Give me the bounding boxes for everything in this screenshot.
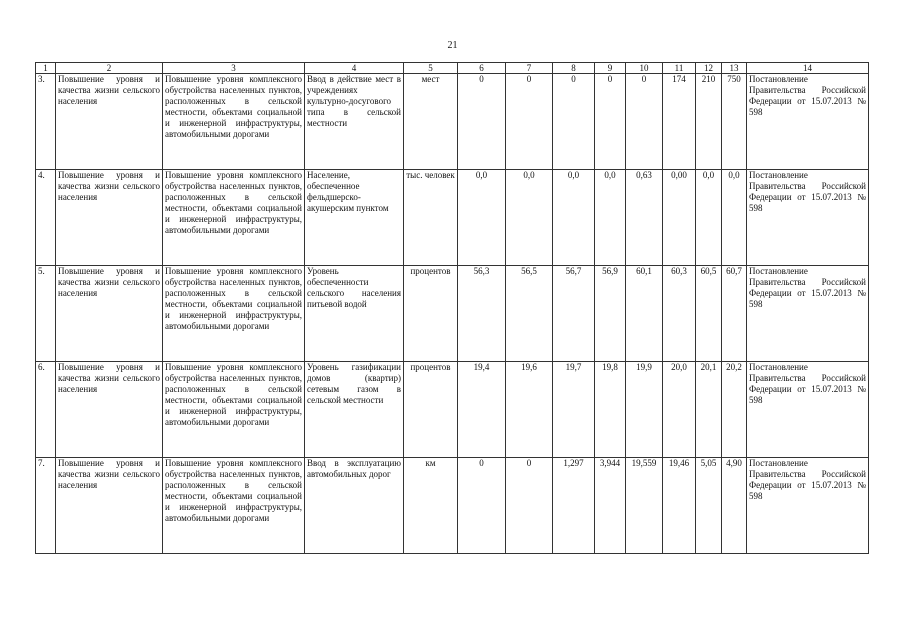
value-cell: 19,7 [553, 362, 595, 458]
column-header: 13 [722, 63, 747, 74]
source-cell: Постановление Правительства Российской Федерации от 15.07.2013 № 598 [747, 362, 869, 458]
value-cell: 19,4 [458, 362, 506, 458]
value-cell: 1,297 [553, 458, 595, 554]
value-cell: 0,0 [553, 170, 595, 266]
task-cell: Повышение уровня комплексного обустройства населенных пунктов, расположенных в сельской местности, объектами социальной и инженерной инфраструктуры, автомобильными дорогами [163, 170, 305, 266]
column-header: 7 [506, 63, 553, 74]
table-row [36, 362, 869, 458]
value-cell: 60,7 [722, 266, 747, 362]
goal-cell: Повышение уровня и качества жизни сельского населения [56, 74, 163, 170]
row-number-cell: 5. [36, 266, 56, 362]
column-header: 5 [404, 63, 458, 74]
unit-cell: мест [404, 74, 458, 170]
value-cell: 3,944 [595, 458, 626, 554]
task-cell: Повышение уровня комплексного обустройства населенных пунктов, расположенных в сельской местности, объектами социальной и инженерной инфраструктуры, автомобильными дорогами [163, 362, 305, 458]
value-cell: 0 [458, 74, 506, 170]
value-cell: 174 [663, 74, 696, 170]
table-body [36, 63, 869, 554]
value-cell: 56,3 [458, 266, 506, 362]
indicator-cell: Ввод в действие мест в учреждениях культурно-досугового типа в сельской местности [305, 74, 404, 170]
column-header: 6 [458, 63, 506, 74]
task-cell: Повышение уровня комплексного обустройства населенных пунктов, расположенных в сельской местности, объектами социальной и инженерной инфраструктуры, автомобильными дорогами [163, 266, 305, 362]
goal-cell: Повышение уровня и качества жизни сельского населения [56, 458, 163, 554]
column-header: 9 [595, 63, 626, 74]
indicator-cell: Население, обеспеченное фельдшерско-акушерским пунктом [305, 170, 404, 266]
goal-cell: Повышение уровня и качества жизни сельского населения [56, 362, 163, 458]
value-cell: 19,8 [595, 362, 626, 458]
value-cell: 20,0 [663, 362, 696, 458]
row-number-cell: 6. [36, 362, 56, 458]
value-cell: 750 [722, 74, 747, 170]
value-cell: 19,46 [663, 458, 696, 554]
value-cell: 4,90 [722, 458, 747, 554]
goal-cell: Повышение уровня и качества жизни сельского населения [56, 170, 163, 266]
value-cell: 0 [506, 74, 553, 170]
goal-cell: Повышение уровня и качества жизни сельского населения [56, 266, 163, 362]
table-row [36, 170, 869, 266]
column-header: 11 [663, 63, 696, 74]
value-cell: 0,00 [663, 170, 696, 266]
row-number-cell: 4. [36, 170, 56, 266]
value-cell: 0 [553, 74, 595, 170]
value-cell: 210 [696, 74, 722, 170]
value-cell: 0,0 [595, 170, 626, 266]
unit-cell: тыс. человек [404, 170, 458, 266]
row-number-cell: 7. [36, 458, 56, 554]
value-cell: 0,0 [506, 170, 553, 266]
value-cell: 19,6 [506, 362, 553, 458]
value-cell: 0 [458, 458, 506, 554]
column-header: 8 [553, 63, 595, 74]
column-header: 4 [305, 63, 404, 74]
column-header: 2 [56, 63, 163, 74]
source-cell: Постановление Правительства Российской Федерации от 15.07.2013 № 598 [747, 170, 869, 266]
value-cell: 20,1 [696, 362, 722, 458]
value-cell: 0 [506, 458, 553, 554]
column-header: 3 [163, 63, 305, 74]
column-header: 1 [36, 63, 56, 74]
unit-cell: процентов [404, 362, 458, 458]
unit-cell: км [404, 458, 458, 554]
value-cell: 60,3 [663, 266, 696, 362]
value-cell: 60,1 [626, 266, 663, 362]
page-number: 21 [447, 40, 458, 51]
value-cell: 20,2 [722, 362, 747, 458]
column-header: 14 [747, 63, 869, 74]
value-cell: 0,0 [696, 170, 722, 266]
table-row [36, 266, 869, 362]
table-header-row [36, 63, 869, 74]
value-cell: 56,7 [553, 266, 595, 362]
task-cell: Повышение уровня комплексного обустройства населенных пунктов, расположенных в сельской местности, объектами социальной и инженерной инфраструктуры, автомобильными дорогами [163, 74, 305, 170]
indicator-cell: Уровень обеспеченности сельского населения питьевой водой [305, 266, 404, 362]
column-header: 10 [626, 63, 663, 74]
value-cell: 56,9 [595, 266, 626, 362]
table-row [36, 74, 869, 170]
value-cell: 0 [626, 74, 663, 170]
indicator-cell: Уровень газификации домов (квартир) сетевым газом в сельской местности [305, 362, 404, 458]
value-cell: 60,5 [696, 266, 722, 362]
value-cell: 5,05 [696, 458, 722, 554]
source-cell: Постановление Правительства Российской Федерации от 15.07.2013 № 598 [747, 266, 869, 362]
indicator-cell: Ввод в эксплуатацию автомобильных дорог [305, 458, 404, 554]
source-cell: Постановление Правительства Российской Федерации от 15.07.2013 № 598 [747, 458, 869, 554]
value-cell: 56,5 [506, 266, 553, 362]
source-cell: Постановление Правительства Российской Федерации от 15.07.2013 № 598 [747, 74, 869, 170]
value-cell: 19,9 [626, 362, 663, 458]
row-number-cell: 3. [36, 74, 56, 170]
value-cell: 0,0 [458, 170, 506, 266]
table-row [36, 458, 869, 554]
value-cell: 0 [595, 74, 626, 170]
value-cell: 19,559 [626, 458, 663, 554]
unit-cell: процентов [404, 266, 458, 362]
value-cell: 0,63 [626, 170, 663, 266]
task-cell: Повышение уровня комплексного обустройства населенных пунктов, расположенных в сельской местности, объектами социальной и инженерной инфраструктуры, автомобильными дорогами [163, 458, 305, 554]
column-header: 12 [696, 63, 722, 74]
value-cell: 0,0 [722, 170, 747, 266]
indicators-table [35, 62, 869, 554]
